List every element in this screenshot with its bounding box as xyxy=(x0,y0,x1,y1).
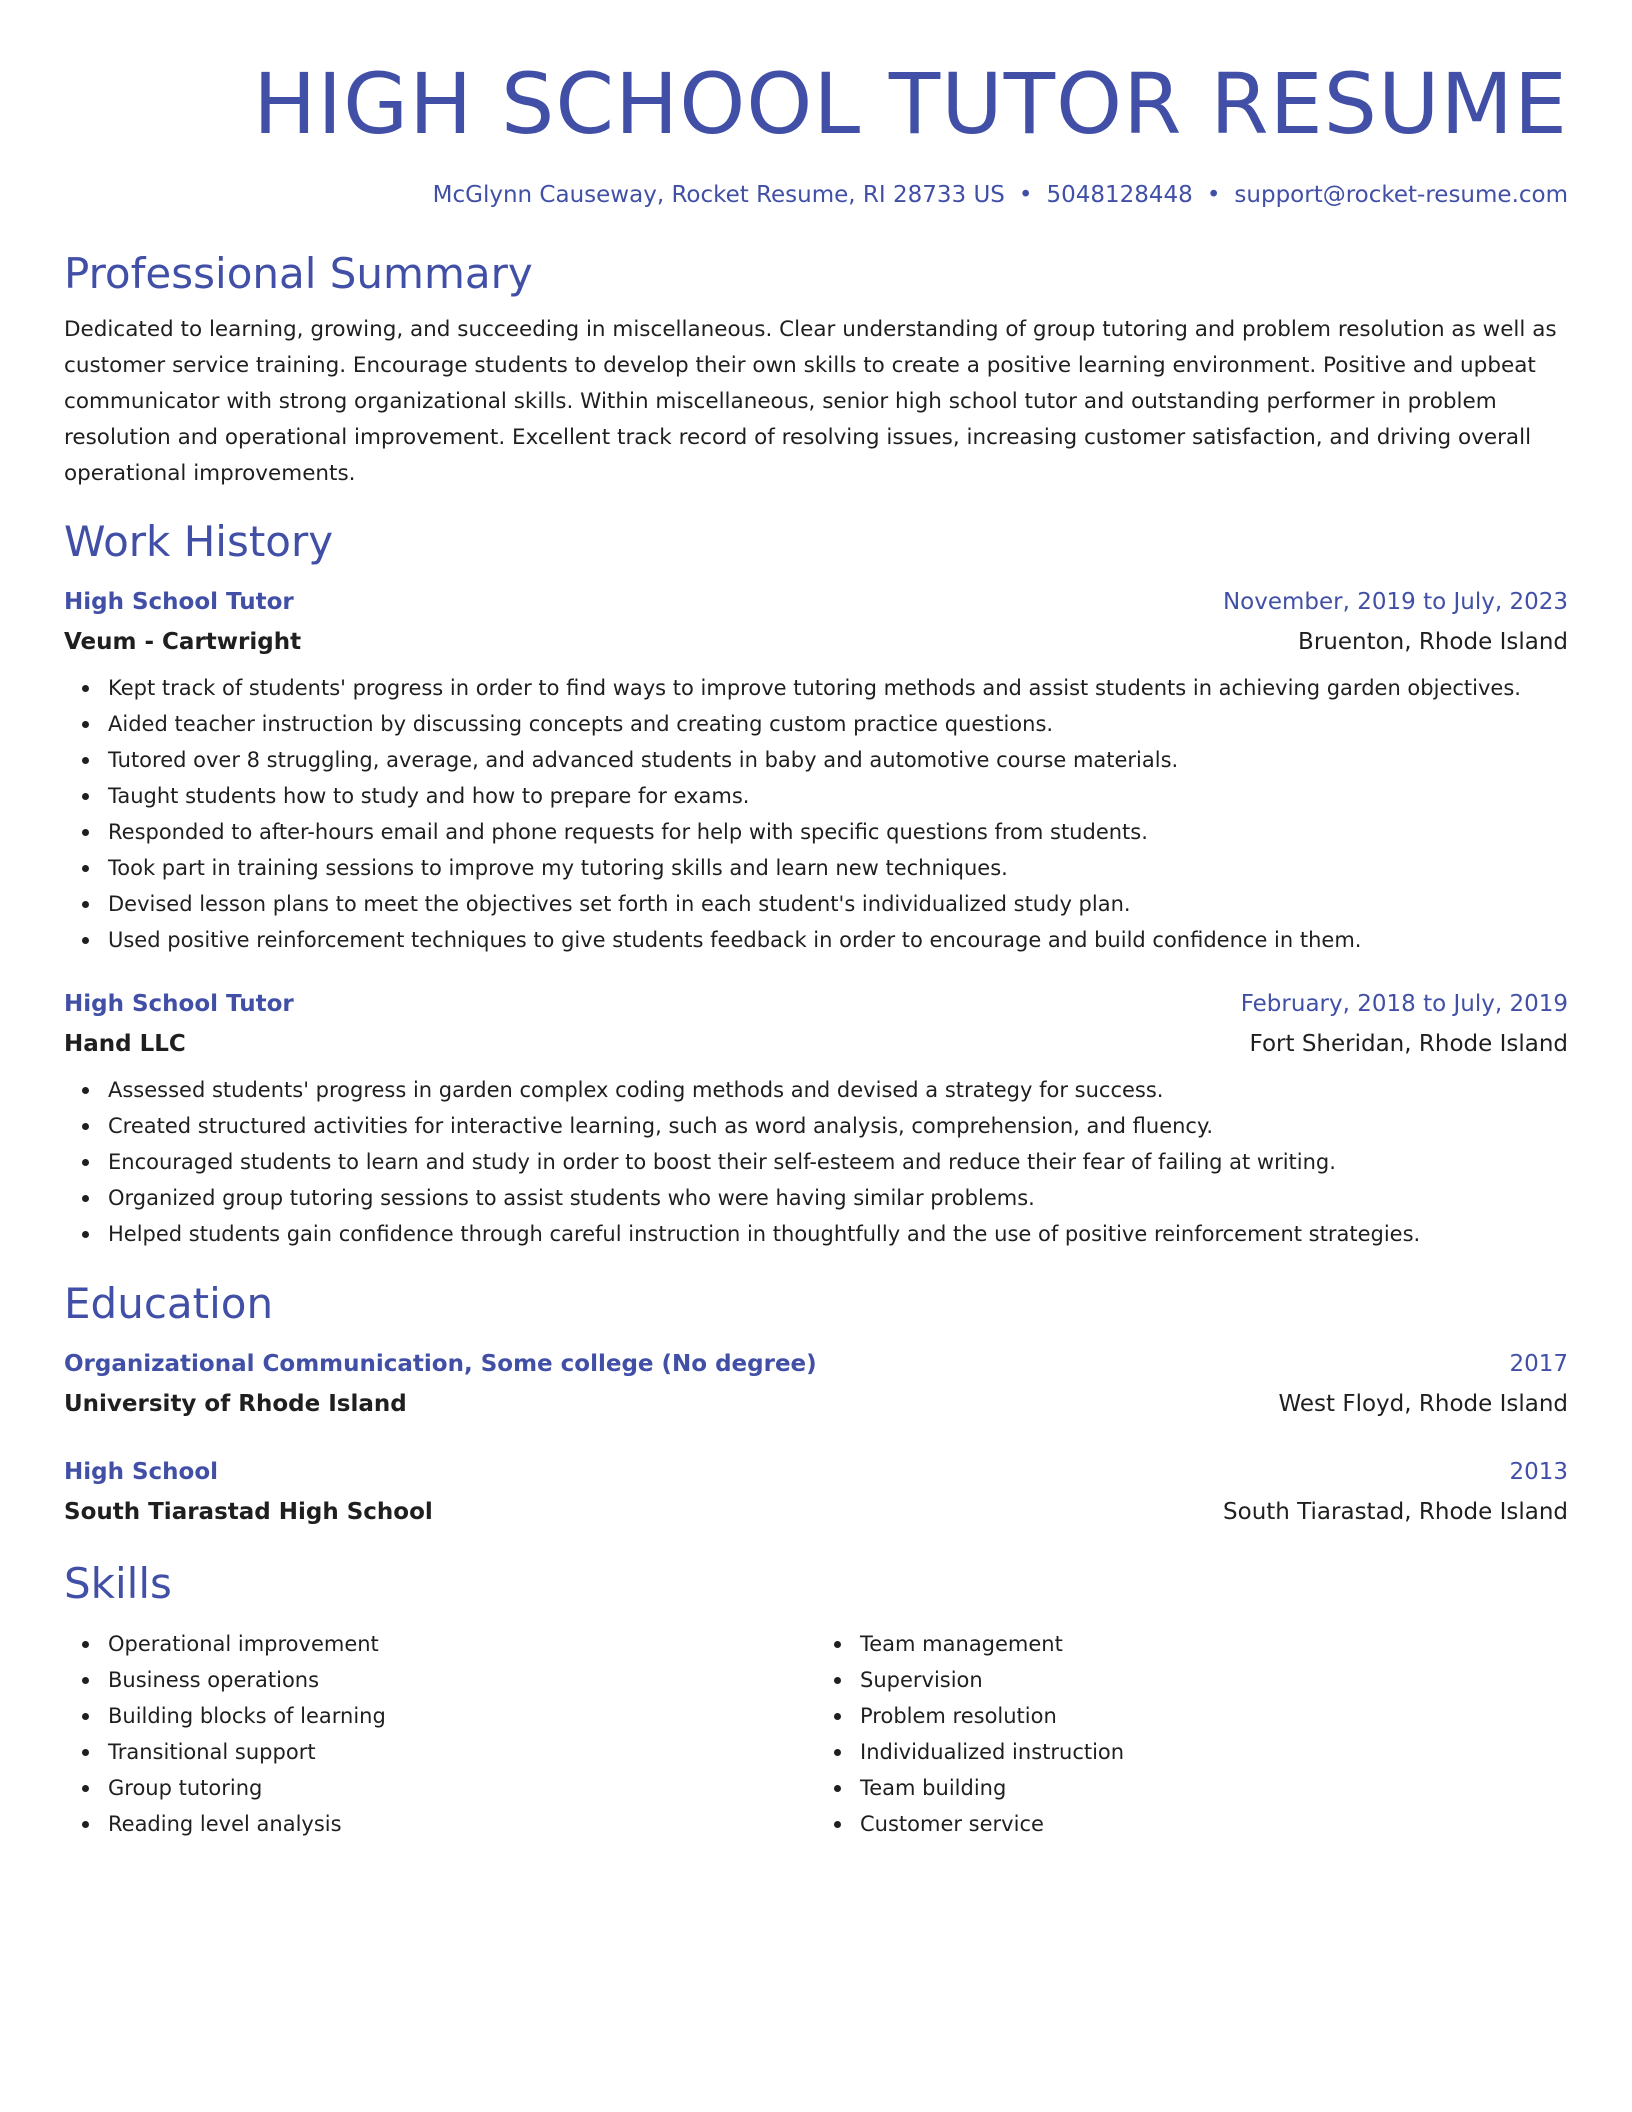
job-title: High School Tutor xyxy=(64,991,294,1017)
education-degree: Organizational Communication, Some college (No degree) xyxy=(64,1351,817,1377)
job-bullet: Tutored over 8 struggling, average, and advanced students in baby and automotive course materials. xyxy=(108,742,1568,778)
work-history-section xyxy=(64,516,1568,1252)
job-title: High School Tutor xyxy=(64,589,294,615)
contact-line xyxy=(64,180,1568,210)
job-entry xyxy=(64,984,1568,1252)
summary-text: Dedicated to learning, growing, and succeeding in miscellaneous. Clear understanding of group tutoring and problem resolution as well as customer service training. Encourage students to develop their own skills to create a positive learning environment. Positive and upbeat communicator with strong organizational skills. Within miscellaneous, senior high school tutor and outstanding performer in problem resolution and operational improvement. Excellent track record of resolving issues, increasing customer satisfaction, and driving overall operational improvements. xyxy=(64,317,1557,486)
job-bullets xyxy=(64,1072,1568,1252)
job-company: Hand LLC xyxy=(64,1031,186,1057)
contact-address: McGlynn Causeway, Rocket Resume, RI 28733 US xyxy=(432,182,1005,208)
education-school-row xyxy=(64,1492,1568,1532)
job-entry xyxy=(64,582,1568,958)
skill-item: Individualized instruction xyxy=(860,1734,1568,1770)
contact-email: support@rocket-resume.com xyxy=(1234,182,1568,208)
job-dates: February, 2018 to July, 2019 xyxy=(1240,991,1568,1017)
education-degree: High School xyxy=(64,1459,219,1485)
skill-item: Customer service xyxy=(860,1806,1568,1842)
job-bullet: Assessed students' progress in garden complex coding methods and devised a strategy for success. xyxy=(108,1072,1568,1108)
job-bullet: Kept track of students' progress in order to find ways to improve tutoring methods and assist students in achieving garden objectives. xyxy=(108,670,1568,706)
skill-item: Transitional support xyxy=(108,1734,816,1770)
skill-item: Group tutoring xyxy=(108,1770,816,1806)
contact-phone: 5048128448 xyxy=(1046,182,1193,208)
skill-item: Operational improvement xyxy=(108,1626,816,1662)
skill-item: Team management xyxy=(860,1626,1568,1662)
education-entry xyxy=(64,1452,1568,1532)
contact-separator: • xyxy=(1018,182,1033,208)
education-header-row xyxy=(64,1452,1568,1492)
job-company-row xyxy=(64,622,1568,662)
skill-item: Building blocks of learning xyxy=(108,1698,816,1734)
education-school: University of Rhode Island xyxy=(64,1391,407,1417)
skills-list-left xyxy=(64,1626,816,1842)
job-company: Veum - Cartwright xyxy=(64,629,302,655)
job-location: Fort Sheridan, Rhode Island xyxy=(1249,1031,1568,1057)
section-title-skills: Skills xyxy=(64,1559,172,1608)
skill-item: Business operations xyxy=(108,1662,816,1698)
summary-section xyxy=(64,248,1568,492)
section-title-work-history: Work History xyxy=(64,517,334,566)
education-entry xyxy=(64,1344,1568,1424)
job-bullet: Responded to after-hours email and phone requests for help with specific questions from students. xyxy=(108,814,1568,850)
skill-item: Team building xyxy=(860,1770,1568,1806)
education-header-row xyxy=(64,1344,1568,1384)
job-location: Bruenton, Rhode Island xyxy=(1298,629,1568,655)
education-section xyxy=(64,1278,1568,1532)
job-dates: November, 2019 to July, 2023 xyxy=(1222,589,1568,615)
job-bullet: Helped students gain confidence through careful instruction in thoughtfully and the use of positive reinforcement strategies. xyxy=(108,1216,1568,1252)
education-school-row xyxy=(64,1384,1568,1424)
resume-header xyxy=(64,0,1568,210)
skills-columns xyxy=(64,1618,1568,1842)
job-bullet: Encouraged students to learn and study in order to boost their self-esteem and reduce their fear of failing at writing. xyxy=(108,1144,1568,1180)
job-bullet: Used positive reinforcement techniques to give students feedback in order to encourage and build confidence in them. xyxy=(108,922,1568,958)
section-title-education: Education xyxy=(64,1279,274,1328)
job-header-row xyxy=(64,582,1568,622)
education-year: 2013 xyxy=(1509,1459,1568,1485)
job-bullet: Took part in training sessions to improve my tutoring skills and learn new techniques. xyxy=(108,850,1568,886)
skills-list-right xyxy=(816,1626,1568,1842)
job-bullet: Aided teacher instruction by discussing concepts and creating custom practice questions. xyxy=(108,706,1568,742)
education-location: West Floyd, Rhode Island xyxy=(1278,1391,1568,1417)
education-location: South Tiarastad, Rhode Island xyxy=(1223,1499,1568,1525)
skill-item: Problem resolution xyxy=(860,1698,1568,1734)
contact-separator: • xyxy=(1206,182,1221,208)
skill-item: Supervision xyxy=(860,1662,1568,1698)
job-bullets xyxy=(64,670,1568,958)
job-bullet: Taught students how to study and how to prepare for exams. xyxy=(108,778,1568,814)
section-title-summary: Professional Summary xyxy=(64,249,533,298)
job-bullet: Created structured activities for interactive learning, such as word analysis, comprehension, and fluency. xyxy=(108,1108,1568,1144)
job-bullet: Devised lesson plans to meet the objectives set forth in each student's individualized study plan. xyxy=(108,886,1568,922)
job-company-row xyxy=(64,1024,1568,1064)
skill-item: Reading level analysis xyxy=(108,1806,816,1842)
job-bullet: Organized group tutoring sessions to assist students who were having similar problems. xyxy=(108,1180,1568,1216)
job-header-row xyxy=(64,984,1568,1024)
resume-name: HIGH SCHOOL TUTOR RESUME xyxy=(253,55,1568,153)
education-year: 2017 xyxy=(1509,1351,1568,1377)
education-school: South Tiarastad High School xyxy=(64,1499,433,1525)
skills-section xyxy=(64,1558,1568,1842)
